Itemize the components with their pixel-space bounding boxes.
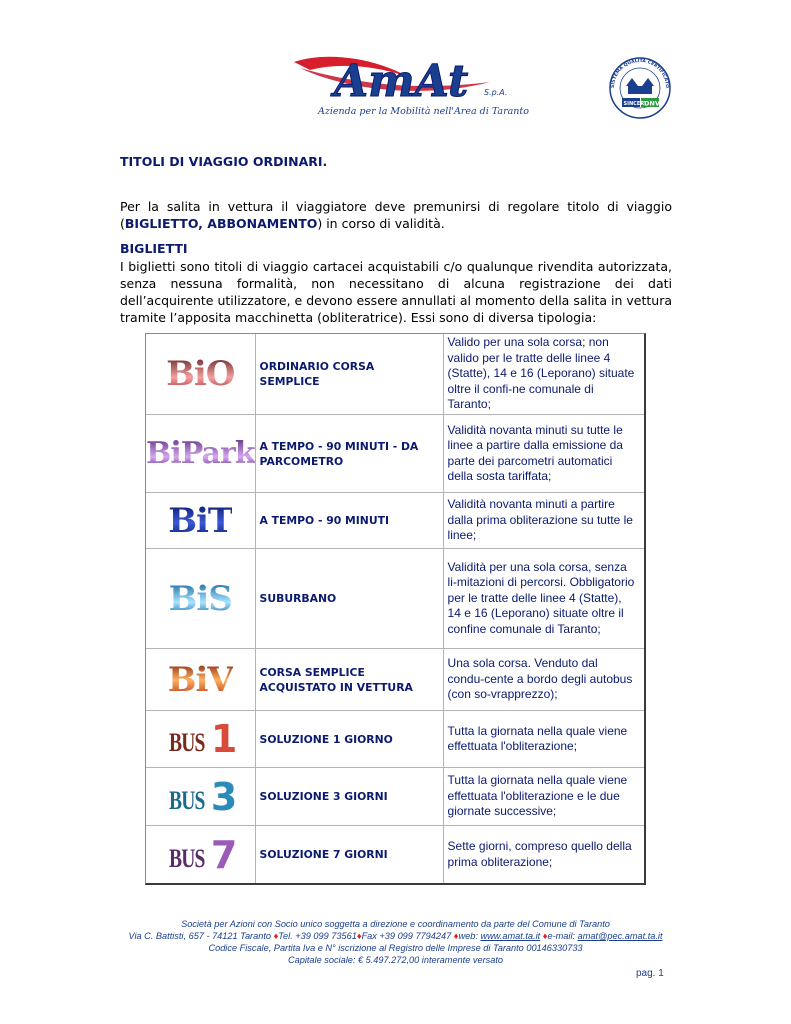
page-number: pag. 1 xyxy=(636,968,664,979)
table-row xyxy=(146,649,644,711)
page-title: TITOLI DI VIAGGIO ORDINARI. xyxy=(120,154,328,169)
bit-logo: BiT xyxy=(168,500,233,541)
biv-logo: BiV xyxy=(167,659,233,700)
table-row xyxy=(146,711,644,768)
table-row xyxy=(146,334,644,415)
footer-fiscal-line: Codice Fiscale, Partita Iva e N° iscrizione al Registro delle Imprese di Taranto 00146330733 xyxy=(208,943,583,953)
ticket-name: SOLUZIONE 1 GIORNO xyxy=(256,711,444,768)
logo-tagline: Azienda per la Mobilità nell'Area di Taranto xyxy=(318,106,529,117)
amat-logo xyxy=(290,52,529,124)
footer-contacts-line: Via C. Battisti, 657 - 74121 Taranto ♦Tel. +39 099 73561♦Fax +39 099 7794247 ♦web: www.amat.ta.it ♦e-mail: amat@pec.amat.ta.it xyxy=(128,931,663,941)
amat-logo-text: AmAt xyxy=(334,56,469,107)
ticket-logo-cell xyxy=(146,826,256,883)
logo-spa: S.p.A. xyxy=(484,88,508,97)
cert-dnv: DNV xyxy=(644,99,660,108)
table-row xyxy=(146,826,644,883)
ticket-description: Tutta la giornata nella quale viene effettuata l'obliterazione; xyxy=(444,711,644,768)
ticket-logo-cell xyxy=(146,493,256,549)
amat-logo-swoosh xyxy=(290,52,510,108)
footer-capital-line: Capitale sociale: € 5.497.272,00 interamente versato xyxy=(287,955,504,965)
bus7-logo: BUS 7 xyxy=(169,832,238,877)
ticket-name: CORSA SEMPLICE ACQUISTATO IN VETTURA xyxy=(256,649,444,711)
quality-certification-seal xyxy=(608,56,672,120)
table-row xyxy=(146,493,644,549)
ticket-description: Sette giorni, compreso quello della prima obliterazione; xyxy=(447,839,632,869)
ticket-logo-cell xyxy=(146,334,256,415)
bus1-logo: BUS 1 xyxy=(169,717,238,761)
cert-text: SISTEMA QUALITÀ CERTIFICATO xyxy=(610,58,670,89)
intro-bold: BIGLIETTO, ABBONAMENTO xyxy=(124,216,318,231)
ticket-logo-cell xyxy=(146,649,256,711)
table-row xyxy=(146,549,644,649)
ticket-description: Validità novanta minuti su tutte le linee a partire dalla emissione da parte dei parcometri automatici della sosta tariffata; xyxy=(444,415,644,493)
ticket-name: SUBURBANO xyxy=(256,549,444,649)
ticket-name: ORDINARIO CORSA SEMPLICE xyxy=(256,334,444,415)
table-row xyxy=(146,768,644,826)
ticket-logo-cell xyxy=(146,549,256,649)
bipark-logo: BiPark xyxy=(146,435,255,471)
ticket-name: SOLUZIONE 7 GIORNI xyxy=(256,826,444,883)
ticket-name: A TEMPO - 90 MINUTI - DA PARCOMETRO xyxy=(256,415,444,493)
ticket-name: SOLUZIONE 3 GIORNI xyxy=(256,768,444,826)
ticket-types-table xyxy=(145,333,646,885)
intro-paragraph: Per la salita in vettura il viaggiatore deve premunirsi di regolare titolo di viaggio (BIGLIETTO, ABBONAMENTO) in corso di validità. xyxy=(120,199,672,231)
ticket-description: Tutta la giornata nella quale viene effettuata l'obliterazione e le due giornate successive; xyxy=(444,768,644,826)
ticket-description: Validità novanta minuti a partire dalla prima obliterazione su tutte le linee; xyxy=(444,493,644,549)
ticket-logo-cell xyxy=(146,768,256,826)
footer-company-line: Società per Azioni con Socio unico soggetta a direzione e coordinamento da parte del Comune di Taranto xyxy=(181,919,610,929)
section-title-biglietti: BIGLIETTI xyxy=(120,241,188,256)
section-paragraph: I biglietti sono titoli di viaggio cartacei acquistabili c/o qualunque rivendita autorizzata, senza nessuna formalità, non necessitano di alcuna registrazione dei dati dell’acquirente utilizzatore, e devono essere annullati al momento della salita in vettura tramite l’apposita macchinetta (obliteratrice). Essi sono di diversa tipologia: xyxy=(120,259,672,325)
ticket-logo-cell xyxy=(146,415,256,493)
footer-email-link[interactable]: amat@pec.amat.ta.it xyxy=(577,931,663,941)
bus3-logo: BUS 3 xyxy=(169,774,238,819)
bio-logo: BiO xyxy=(166,354,235,394)
ticket-logo-cell xyxy=(146,711,256,768)
ticket-name: A TEMPO - 90 MINUTI xyxy=(256,493,444,549)
footer-web-link[interactable]: www.amat.ta.it xyxy=(480,931,541,941)
ticket-description: Valido per una sola corsa; non valido per le tratte delle linee 4 (Statte), 14 e 16 (Leporano) situate oltre il confi-ne comunale di Taranto; xyxy=(444,334,644,415)
cert-sincert: SINCERT xyxy=(623,101,648,107)
bis-logo: BiS xyxy=(168,578,232,619)
ticket-description: Una sola corsa. Venduto dal condu-cente a bordo degli autobus (con so-vrapprezzo); xyxy=(444,649,644,711)
table-row xyxy=(146,415,644,493)
ticket-description: Validità per una sola corsa, senza li-mitazioni di percorsi. Obbligatorio per le tratte delle linee 4 (Statte), 14 e 16 (Leporano) situate oltre il confine comunale di Taranto; xyxy=(444,549,644,649)
